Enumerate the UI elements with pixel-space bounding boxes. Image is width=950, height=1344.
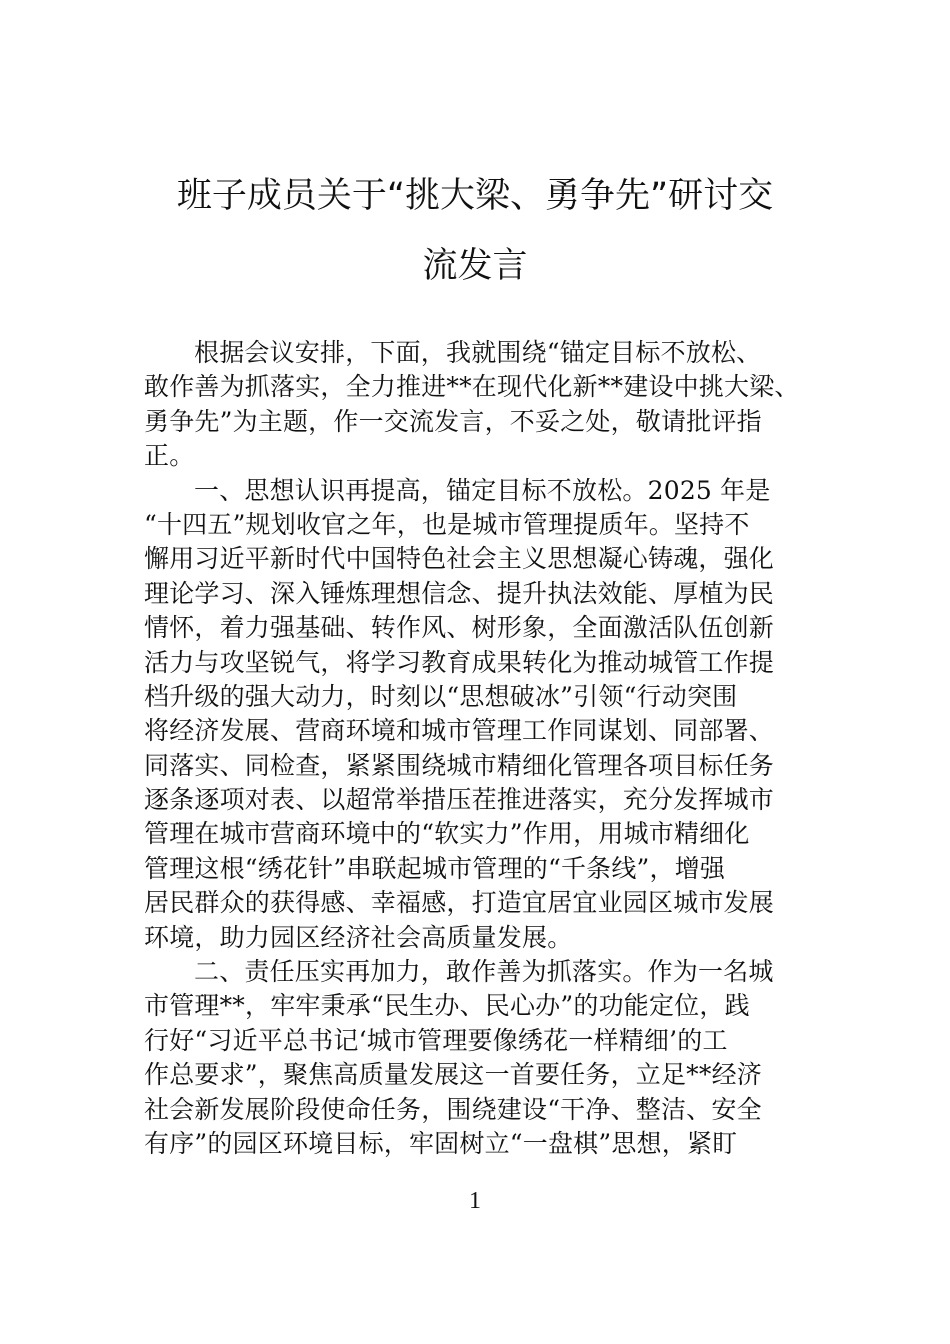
paragraph-line: “十四五”规划收官之年，也是城市管理提质年。坚持不 bbox=[144, 509, 750, 539]
paragraph-line: 逐条逐项对表、以超常举措压茬推进落实，充分发挥城市 bbox=[144, 785, 775, 815]
page-number: 1 bbox=[469, 1188, 481, 1214]
paragraph-line: 勇争先”为主题，作一交流发言，不妥之处，敬请批评指 bbox=[144, 406, 762, 436]
document-title-line-2: 流发言 bbox=[422, 246, 528, 286]
paragraph-line: 有序”的园区环境目标，牢固树立“一盘棋”思想，紧盯 bbox=[144, 1128, 738, 1158]
document-title-line-1: 班子成员关于“挑大梁、勇争先”研讨交 bbox=[176, 176, 774, 216]
paragraph-line: 行好“习近平总书记‘城市管理要像绣花一样精细’的工 bbox=[144, 1025, 728, 1055]
paragraph-line: 管理这根“绣花针”串联起城市管理的“千条线”，增强 bbox=[144, 853, 726, 883]
paragraph-line: 环境，助力园区经济社会高质量发展。 bbox=[144, 922, 573, 952]
paragraph-line: 档升级的强大动力，时刻以“思想破冰”引领“行动突围 bbox=[144, 681, 738, 711]
document-body bbox=[144, 336, 816, 1161]
paragraph-line: 将经济发展、营商环境和城市管理工作同谋划、同部署、 bbox=[144, 716, 775, 746]
section-heading-line: 一、思想认识再提高，锚定目标不放松。2025 年是 bbox=[194, 475, 771, 505]
paragraph-line: 敢作善为抓落实，全力推进**在现代化新**建设中挑大梁、 bbox=[144, 372, 800, 402]
paragraph-line: 情怀，着力强基础、转作风、树形象，全面激活队伍创新 bbox=[144, 613, 775, 643]
section-heading-line: 二、责任压实再加力，敢作善为抓落实。作为一名城 bbox=[194, 957, 774, 987]
paragraph-line: 活力与攻坚锐气，将学习教育成果转化为推动城管工作提 bbox=[144, 647, 775, 677]
paragraph-line: 市管理**，牢牢秉承“民生办、民心办”的功能定位，践 bbox=[144, 991, 750, 1021]
paragraph-line: 居民群众的获得感、幸福感，打造宜居宜业园区城市发展 bbox=[144, 888, 775, 918]
paragraph-line: 正。 bbox=[144, 441, 195, 471]
paragraph-line: 管理在城市营商环境中的“软实力”作用，用城市精细化 bbox=[144, 819, 750, 849]
paragraph-line: 作总要求”，聚焦高质量发展这一首要任务，立足**经济 bbox=[144, 1060, 762, 1090]
paragraph-line: 懈用习近平新时代中国特色社会主义思想凝心铸魂，强化 bbox=[144, 544, 775, 574]
paragraph-line: 社会新发展阶段使命任务，围绕建设“干净、整洁、安全 bbox=[144, 1094, 762, 1124]
paragraph-line: 同落实、同检查，紧紧围绕城市精细化管理各项目标任务 bbox=[144, 750, 775, 780]
paragraph-line: 根据会议安排，下面，我就围绕“锚定目标不放松、 bbox=[194, 338, 762, 367]
paragraph-line: 理论学习、深入锤炼理想信念、提升执法效能、厚植为民 bbox=[144, 578, 775, 608]
